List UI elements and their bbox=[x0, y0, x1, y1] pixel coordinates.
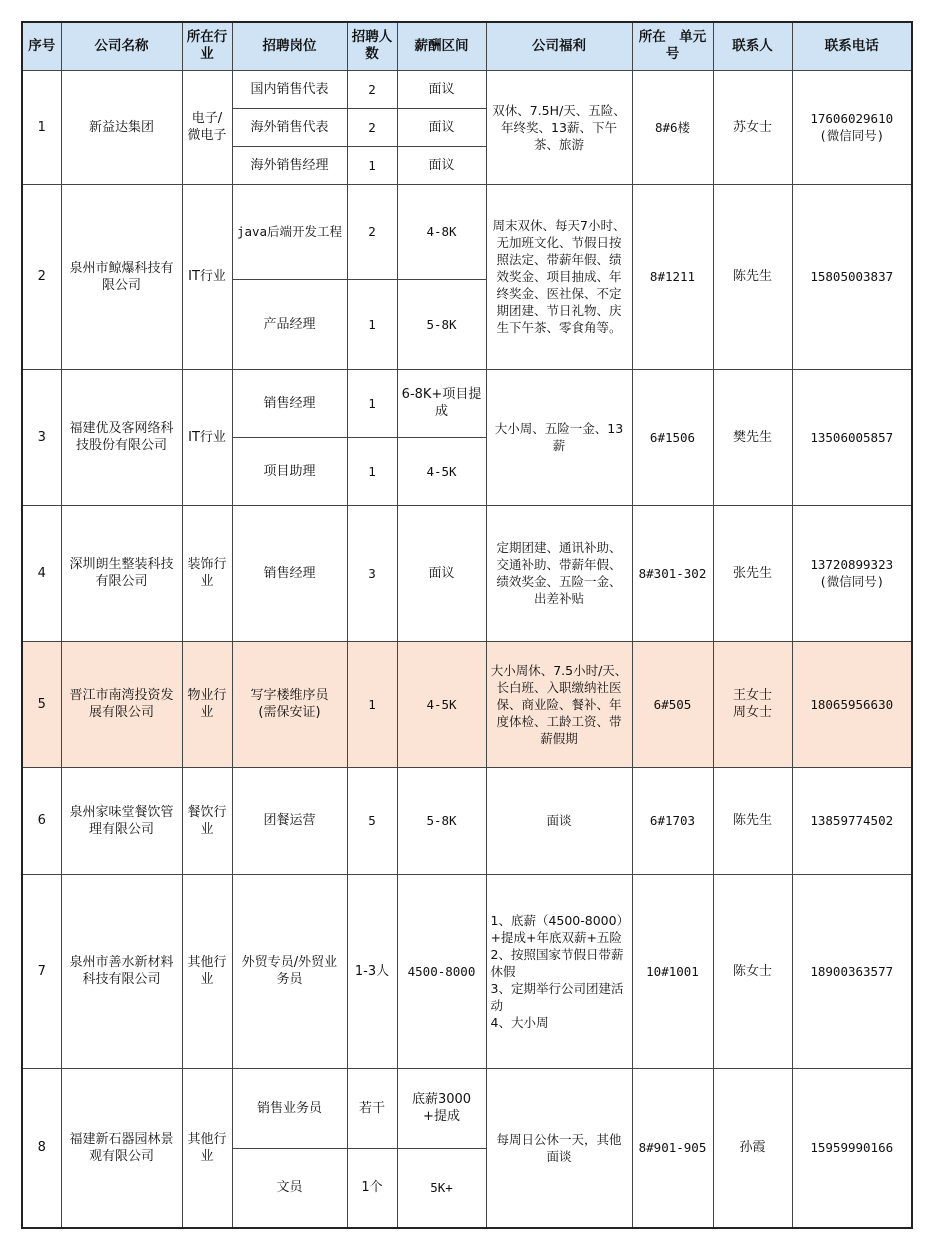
company-name: 福建新石器园林景观有限公司 bbox=[61, 1068, 182, 1228]
job-salary: 4-5K bbox=[397, 437, 486, 505]
job-salary: 面议 bbox=[397, 70, 486, 108]
contact-phone: 15959990166 bbox=[792, 1068, 912, 1228]
company-name: 新益达集团 bbox=[61, 70, 182, 184]
row-no: 5 bbox=[22, 641, 61, 767]
row-no: 6 bbox=[22, 767, 61, 874]
job-title: 产品经理 bbox=[232, 279, 347, 369]
benefits: 周末双休、每天7小时、无加班文化、节假日按照法定、带薪年假、绩效奖金、项目抽成、年终奖金、医社保、不定期团建、节日礼物、庆生下午茶、零食角等。 bbox=[486, 184, 632, 369]
job-title: 写字楼维序员 (需保安证) bbox=[232, 641, 347, 767]
job-salary: 4-5K bbox=[397, 641, 486, 767]
contact-phone: 13859774502 bbox=[792, 767, 912, 874]
benefits: 1、底薪（4500-8000）+提成+年底双薪+五险 2、按照国家节假日带薪休假 3、定期举行公司团建活动 4、大小周 bbox=[486, 874, 632, 1068]
header-contact: 联系人 bbox=[713, 22, 792, 70]
benefits: 定期团建、通讯补助、交通补助、带薪年假、绩效奖金、五险一金、出差补贴 bbox=[486, 505, 632, 641]
industry: 物业行业 bbox=[182, 641, 232, 767]
contact-phone: 18065956630 bbox=[792, 641, 912, 767]
table-row bbox=[22, 505, 912, 641]
contact-phone: 15805003837 bbox=[792, 184, 912, 369]
job-count: 2 bbox=[347, 70, 397, 108]
industry: 电子/微电子 bbox=[182, 70, 232, 184]
header-no: 序号 bbox=[22, 22, 61, 70]
job-count: 1 bbox=[347, 437, 397, 505]
benefits: 双休、7.5H/天、五险、年终奖、13薪、下午茶、旅游 bbox=[486, 70, 632, 184]
header-phone: 联系电话 bbox=[792, 22, 912, 70]
job-listing-sheet bbox=[21, 21, 913, 1229]
unit-number: 8#6楼 bbox=[632, 70, 713, 184]
unit-number: 6#505 bbox=[632, 641, 713, 767]
job-count: 1个 bbox=[347, 1148, 397, 1228]
unit-number: 8#301-302 bbox=[632, 505, 713, 641]
job-salary: 底薪3000+提成 bbox=[397, 1068, 486, 1148]
table-row bbox=[22, 1068, 912, 1148]
contact-person: 陈先生 bbox=[713, 184, 792, 369]
job-title: 海外销售经理 bbox=[232, 146, 347, 184]
unit-number: 8#1211 bbox=[632, 184, 713, 369]
contact-person: 樊先生 bbox=[713, 369, 792, 505]
row-no: 3 bbox=[22, 369, 61, 505]
contact-person: 陈先生 bbox=[713, 767, 792, 874]
job-count: 1 bbox=[347, 369, 397, 437]
row-no: 2 bbox=[22, 184, 61, 369]
industry: 餐饮行业 bbox=[182, 767, 232, 874]
job-count: 1 bbox=[347, 641, 397, 767]
company-name: 福建优及客网络科技股份有限公司 bbox=[61, 369, 182, 505]
job-title: 销售经理 bbox=[232, 505, 347, 641]
job-count: 2 bbox=[347, 184, 397, 279]
header-benefits: 公司福利 bbox=[486, 22, 632, 70]
header-job: 招聘岗位 bbox=[232, 22, 347, 70]
contact-person: 陈女士 bbox=[713, 874, 792, 1068]
benefits: 大小周休、7.5小时/天、长白班、入职缴纳社医保、商业险、餐补、年度体检、工龄工资、带薪假期 bbox=[486, 641, 632, 767]
job-salary: 4-8K bbox=[397, 184, 486, 279]
job-count: 3 bbox=[347, 505, 397, 641]
contact-person: 苏女士 bbox=[713, 70, 792, 184]
company-name: 晋江市南湾投资发展有限公司 bbox=[61, 641, 182, 767]
job-salary: 4500-8000 bbox=[397, 874, 486, 1068]
header-company: 公司名称 bbox=[61, 22, 182, 70]
job-title: 外贸专员/外贸业务员 bbox=[232, 874, 347, 1068]
job-title: 文员 bbox=[232, 1148, 347, 1228]
header-salary: 薪酬区间 bbox=[397, 22, 486, 70]
job-salary: 面议 bbox=[397, 146, 486, 184]
contact-person: 王女士 周女士 bbox=[713, 641, 792, 767]
row-no: 1 bbox=[22, 70, 61, 184]
contact-phone: 13720899323 (微信同号) bbox=[792, 505, 912, 641]
industry: 装饰行业 bbox=[182, 505, 232, 641]
table-row-highlighted bbox=[22, 641, 912, 767]
contact-phone: 18900363577 bbox=[792, 874, 912, 1068]
job-count: 5 bbox=[347, 767, 397, 874]
industry: 其他行业 bbox=[182, 1068, 232, 1228]
industry: 其他行业 bbox=[182, 874, 232, 1068]
contact-phone: 17606029610 (微信同号) bbox=[792, 70, 912, 184]
row-no: 4 bbox=[22, 505, 61, 641]
job-salary: 面议 bbox=[397, 108, 486, 146]
table-row bbox=[22, 369, 912, 437]
job-title: java后端开发工程 bbox=[232, 184, 347, 279]
unit-number: 8#901-905 bbox=[632, 1068, 713, 1228]
benefits: 大小周、五险一金、13薪 bbox=[486, 369, 632, 505]
benefits: 每周日公休一天，其他面谈 bbox=[486, 1068, 632, 1228]
table-row bbox=[22, 874, 912, 1068]
company-name: 泉州市善水新材料科技有限公司 bbox=[61, 874, 182, 1068]
job-count: 2 bbox=[347, 108, 397, 146]
contact-person: 张先生 bbox=[713, 505, 792, 641]
company-name: 深圳朗生整装科技有限公司 bbox=[61, 505, 182, 641]
industry: IT行业 bbox=[182, 369, 232, 505]
job-count: 若干 bbox=[347, 1068, 397, 1148]
job-title: 项目助理 bbox=[232, 437, 347, 505]
job-count: 1-3人 bbox=[347, 874, 397, 1068]
job-title: 团餐运营 bbox=[232, 767, 347, 874]
company-name: 泉州家味堂餐饮管理有限公司 bbox=[61, 767, 182, 874]
contact-phone: 13506005857 bbox=[792, 369, 912, 505]
unit-number: 10#1001 bbox=[632, 874, 713, 1068]
job-title: 销售经理 bbox=[232, 369, 347, 437]
contact-person: 孙霞 bbox=[713, 1068, 792, 1228]
row-no: 7 bbox=[22, 874, 61, 1068]
job-title: 国内销售代表 bbox=[232, 70, 347, 108]
job-table bbox=[21, 21, 913, 1229]
job-salary: 5-8K bbox=[397, 279, 486, 369]
job-count: 1 bbox=[347, 279, 397, 369]
benefits: 面谈 bbox=[486, 767, 632, 874]
row-no: 8 bbox=[22, 1068, 61, 1228]
table-row bbox=[22, 767, 912, 874]
job-salary: 5K+ bbox=[397, 1148, 486, 1228]
table-header-row bbox=[22, 22, 912, 70]
table-row bbox=[22, 70, 912, 108]
table-row bbox=[22, 184, 912, 279]
job-salary: 6-8K+项目提成 bbox=[397, 369, 486, 437]
header-count: 招聘人数 bbox=[347, 22, 397, 70]
company-name: 泉州市鲸爆科技有限公司 bbox=[61, 184, 182, 369]
job-salary: 5-8K bbox=[397, 767, 486, 874]
header-industry: 所在行业 bbox=[182, 22, 232, 70]
job-count: 1 bbox=[347, 146, 397, 184]
job-title: 海外销售代表 bbox=[232, 108, 347, 146]
job-title: 销售业务员 bbox=[232, 1068, 347, 1148]
header-unit: 所在 单元号 bbox=[632, 22, 713, 70]
unit-number: 6#1703 bbox=[632, 767, 713, 874]
unit-number: 6#1506 bbox=[632, 369, 713, 505]
industry: IT行业 bbox=[182, 184, 232, 369]
job-salary: 面议 bbox=[397, 505, 486, 641]
